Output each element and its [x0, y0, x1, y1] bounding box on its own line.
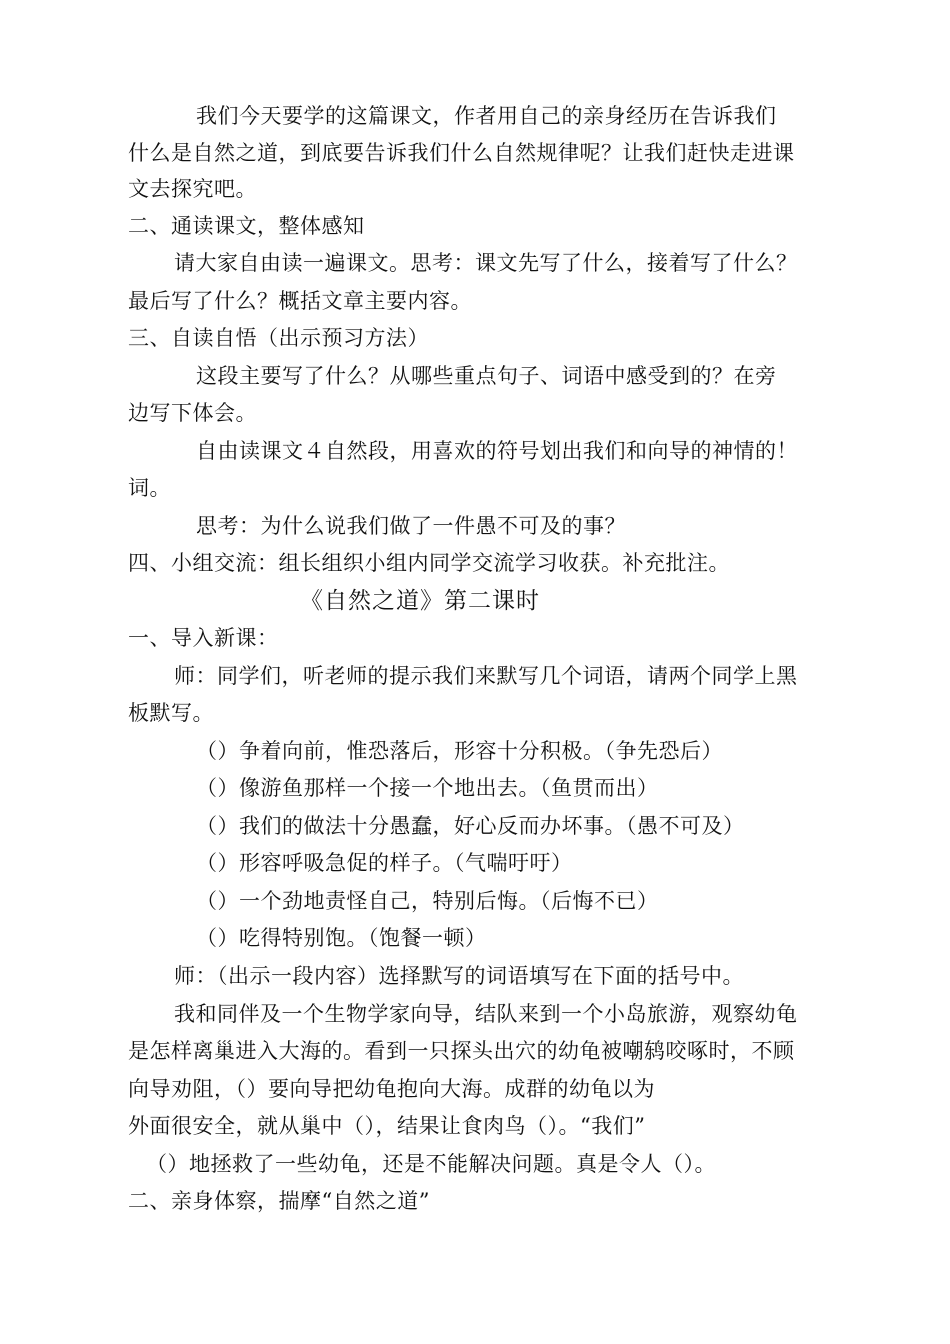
vocab-item: （）争着向前，惟恐落后，形容十分积极。（争先恐后）: [196, 739, 723, 763]
vocab-item: （）吃得特别饱。（饱餐一顿）: [196, 926, 487, 950]
text-line: 外面很安全，就从巢中（），结果让食肉鸟（）。“我们”: [128, 1114, 646, 1138]
section-heading: 二、亲身体察，揣摩“自然之道”: [128, 1189, 430, 1213]
text-line: 师：（出示一段内容）选择默写的词语填写在下面的括号中。: [174, 964, 744, 988]
text-line: 师：同学们，听老师的提示我们来默写几个词语，请两个同学上黑: [174, 664, 798, 688]
text-line: 我和同伴及一个生物学家向导，结队来到一个小岛旅游，观察幼龟: [174, 1002, 798, 1026]
text-line: 边写下体会。: [128, 401, 257, 425]
vocab-item: （）我们的做法十分愚蠢，好心反而办坏事。（愚不可及）: [196, 814, 745, 838]
lesson-title: 《自然之道》第二课时: [300, 588, 540, 614]
section-heading: 一、导入新课：: [128, 626, 279, 650]
text-line: 向导劝阻，（）要向导把幼龟抱向大海。成群的幼龟以为: [128, 1077, 655, 1101]
text-line: 自由读课文４自然段，用喜欢的符号划出我们和向导的神情的！: [196, 439, 798, 463]
text-line: 我们今天要学的这篇课文，作者用自己的亲身经历在告诉我们: [196, 104, 777, 128]
section-heading: 四、小组交流：组长组织小组内同学交流学习收获。补充批注。: [128, 551, 730, 575]
text-line: （）地拯救了一些幼龟，还是不能解决问题。真是令人（）。: [146, 1152, 716, 1176]
text-line: 思考：为什么说我们做了一件愚不可及的事？: [196, 514, 626, 538]
text-line: 词。: [128, 476, 171, 500]
text-line: 这段主要写了什么？从哪些重点句子、词语中感受到的？在旁: [196, 364, 777, 388]
text-line: 什么是自然之道，到底要告诉我们什么自然规律呢？让我们赶快走进课: [128, 141, 795, 165]
text-line: 请大家自由读一遍课文。思考：课文先写了什么，接着写了什么？: [174, 251, 798, 275]
vocab-item: （）形容呼吸急促的样子。（气喘吁吁）: [196, 851, 573, 875]
vocab-item: （）像游鱼那样一个接一个地出去。（鱼贯而出）: [196, 776, 659, 800]
text-line: 文去探究吧。: [128, 177, 257, 201]
section-heading: 三、自读自悟（出示预习方法）: [128, 326, 429, 350]
section-heading: 二、通读课文，整体感知: [128, 214, 365, 238]
text-line: 板默写。: [128, 701, 214, 725]
text-line: 最后写了什么？概括文章主要内容。: [128, 289, 472, 313]
vocab-item: （）一个劲地责怪自己，特别后悔。（后悔不已）: [196, 889, 659, 913]
text-line: 是怎样离巢进入大海的。看到一只探头出穴的幼龟被嘲鸫咬啄时，不顾: [128, 1039, 795, 1063]
